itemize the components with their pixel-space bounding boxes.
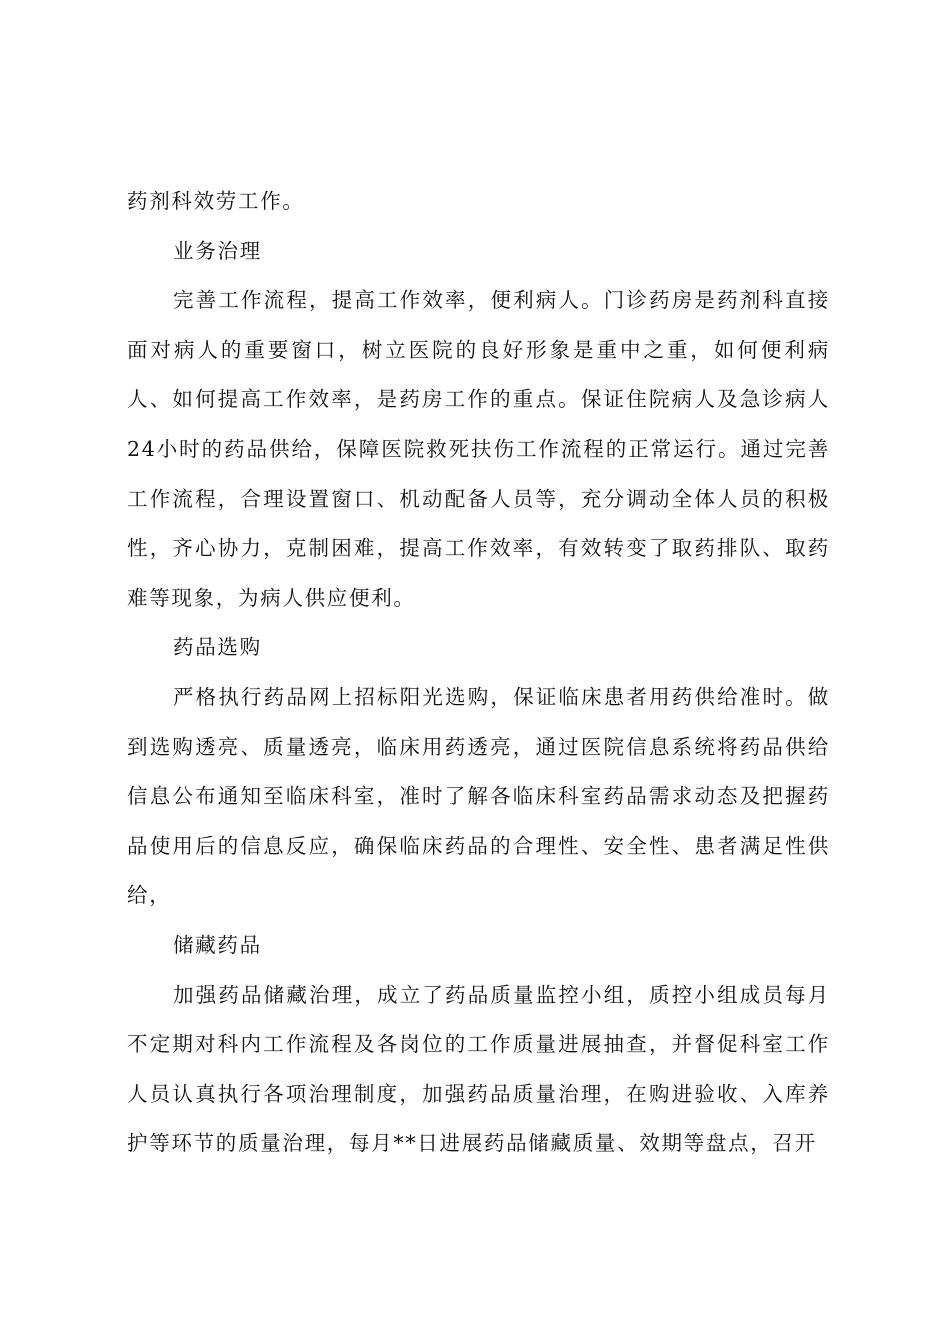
document-body — [127, 177, 830, 1169]
section-heading-drug-procurement: 药品选购 — [173, 635, 262, 660]
section-heading-business-management: 业务治理 — [173, 238, 262, 263]
section-heading-drug-storage: 储藏药品 — [173, 932, 262, 957]
body-paragraph-procurement: 严格执行药品网上招标阳光选购，保证临床患者用药供给准时。做到选购透亮、质量透亮，临床用药透亮，通过医院信息系统将药品供给信息公布通知至临床科室，准时了解各临床科室药品需求动态及把握药品使用后的信息反应，确保临床药品的合理性、安全性、患者满足性供给， — [127, 684, 830, 908]
continuation-paragraph: 药剂科效劳工作。 — [127, 189, 305, 213]
body-paragraph-storage: 加强药品储藏治理，成立了药品质量监控小组，质控小组成员每月不定期对科内工作流程及各岗位的工作质量进展抽查，并督促科室工作人员认真执行各项治理制度，加强药品质量治理，在购进验收、入库养护等环节的质量治理，每月**日进展药品储藏质量、效期等盘点，召开 — [127, 982, 830, 1156]
body-paragraph-workflow: 完善工作流程，提高工作效率，便利病人。门诊药房是药剂科直接面对病人的重要窗口，树立医院的良好形象是重中之重，如何便利病人、如何提高工作效率，是药房工作的重点。保证住院病人及急诊病人24小时的药品供给，保障医院救死扶伤工作流程的正常运行。通过完善工作流程，合理设置窗口、机动配备人员等，充分调动全体人员的积极性，齐心协力，克制困难，提高工作效率，有效转变了取药排队、取药难等现象，为病人供应便利。 — [127, 288, 830, 610]
